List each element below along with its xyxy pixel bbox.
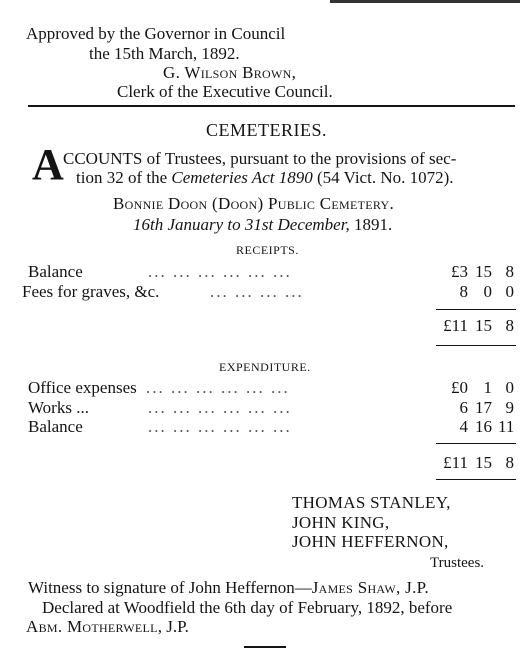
expenditure-row-2-leader: ... ... ... ... ... ... [148,417,292,436]
receipts-row-1-shillings: 0 [483,282,492,301]
receipts-row-1-pence: 0 [505,282,514,301]
expenditure-row-0-pounds: £0 [451,378,468,397]
expenditure-row-0-leader: ... ... ... ... ... ... [146,378,290,397]
witness-name: James Shaw, J.P. [311,578,430,597]
expenditure-row-1-label: Works ... [28,398,89,417]
declaration-line-1: Declared at Woodfield the 6th day of February, 1892, before [42,598,453,617]
receipts-row-0-shillings: 15 [475,262,492,281]
expenditure-row-2-shillings: 16 [475,417,492,436]
period-year: 1891. [349,215,393,234]
dropcap: A [32,140,64,189]
bottom-divider [244,646,286,648]
expenditure-row-2-pence: 11 [498,417,515,436]
approval-line-2: the 15th March, 1892. [89,44,240,63]
trustees-title: Trustees. [430,555,485,571]
expenditure-total-shillings: 15 [475,453,492,472]
expenditure-row-0-label: Office expenses [28,378,137,397]
section-title: CEMETERIES. [206,120,327,140]
expenditure-row-1-pence: 9 [505,398,514,417]
expenditure-row-1-leader: ... ... ... ... ... ... [148,398,292,417]
receipts-row-0-pence: 8 [505,262,514,281]
act-title: Cemeteries Act 1890 [171,168,313,187]
trustee-name-2: JOHN HEFFERNON, [292,532,449,551]
receipts-row-0-pounds: £3 [451,262,468,281]
intro-line-2 [76,168,454,188]
receipts-total-rule [436,345,516,346]
expenditure-row-0-pence: 0 [505,378,514,397]
receipts-row-0-label: Balance [28,262,83,281]
trustee-name-0: THOMAS STANLEY, [292,493,451,512]
period-dates: 16th January to 31st December, [133,215,350,234]
intro-line-2-post: (54 Vict. No. 1072). [312,168,454,187]
intro-line-2-pre: tion 32 of the [76,168,172,187]
expenditure-sum-rule [436,443,516,444]
declaration-suffix: , J.P. [157,617,189,636]
receipts-row-1-label: Fees for graves, &c. [22,282,160,301]
receipts-total-pounds: £11 [443,316,468,335]
intro-line-1: CCOUNTS of Trustees, pursuant to the provisions of sec- [63,149,457,168]
approval-signer: G. Wilson Brown, [163,63,297,82]
approval-signer-title: Clerk of the Executive Council. [117,82,333,101]
expenditure-row-0-shillings: 1 [483,378,492,397]
expenditure-row-1-shillings: 17 [475,398,492,417]
declaration-line-2 [26,617,189,637]
approval-line-1: Approved by the Governor in Council [26,24,286,43]
receipts-total-pence: 8 [505,316,514,335]
expenditure-total-pounds: £11 [443,453,468,472]
declaration-name: Abm. Motherwell [26,617,158,636]
section-divider [28,105,515,107]
expenditure-row-1-pounds: 6 [459,398,468,417]
cemetery-name: Bonnie Doon (Doon) Public Cemetery. [113,194,395,213]
expenditure-row-2-label: Balance [28,417,83,436]
receipts-row-1-pounds: 8 [459,282,468,301]
witness-text: Witness to signature of John Heffernon— [28,578,312,597]
expenditure-total-rule [436,479,516,480]
expenditure-heading: EXPENDITURE. [219,360,311,374]
period [133,215,392,235]
top-cutoff-fragment [330,0,520,3]
witness-line [28,578,429,598]
expenditure-row-2-pounds: 4 [459,417,468,436]
receipts-row-0-leader: ... ... ... ... ... ... [148,262,292,281]
receipts-row-1-leader: ... ... ... ... [210,282,304,301]
expenditure-total-pence: 8 [505,453,514,472]
receipts-sum-rule [436,309,516,310]
receipts-total-shillings: 15 [475,316,492,335]
trustee-name-1: JOHN KING, [292,513,390,532]
receipts-heading: RECEIPTS. [236,243,299,257]
